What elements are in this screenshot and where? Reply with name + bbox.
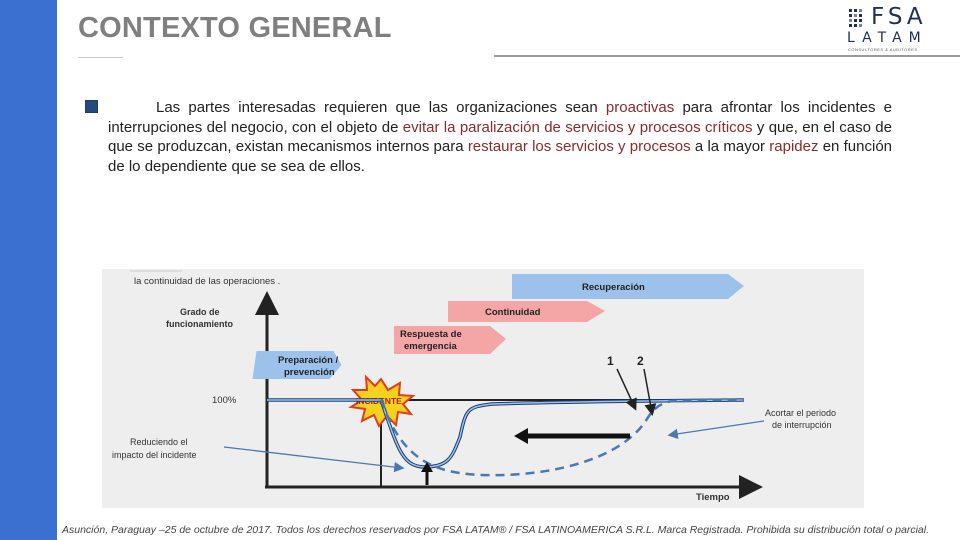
dot-grid-icon: [849, 9, 867, 27]
paragraph-text: Las partes interesadas requieren que las organizaciones sean: [156, 99, 606, 116]
right-note-2: de interrupción: [772, 420, 832, 430]
bullet-paragraph: [108, 98, 892, 176]
continuity-diagram: [102, 269, 864, 508]
slide-footer: Asunción, Paraguay –25 de octubre de 2017. Todos los derechos reservados por FSA LATAM® / FSA LATINOAMERICA S.R.L. Marca Registrada. Prohibida su distribución total o parcial.: [62, 524, 930, 536]
respuesta-label-1: Respuesta de: [400, 329, 462, 340]
square-bullet-icon: [85, 100, 98, 113]
paragraph-text: en función de lo dependiente que se sea de ellos.: [108, 138, 892, 175]
highlight-text: proactivas: [605, 99, 675, 116]
figure-caption: la continuidad de las operaciones .: [134, 276, 281, 287]
recuperacion-label: Recuperación: [582, 282, 645, 293]
highlight-text: evitar la paralización de servicios y procesos críticos: [402, 118, 753, 136]
curve-2-number: 2: [637, 354, 644, 368]
incident-label: INCIDENTE: [356, 396, 402, 406]
logo-region: LATAM: [847, 30, 928, 46]
paragraph-text: a la mayor: [690, 138, 770, 156]
logo-brand: FSA: [871, 4, 927, 30]
x-axis-label: Tiempo: [696, 492, 730, 503]
y-axis-label-2: funcionamiento: [166, 319, 233, 329]
highlight-text: rapidez: [769, 138, 819, 156]
fsa-latam-logo: [845, 6, 953, 54]
title-underline-right: [494, 55, 960, 57]
prep-label-1: Preparación /: [278, 355, 339, 366]
respuesta-label-2: emergencia: [404, 341, 457, 352]
continuidad-label: Continuidad: [485, 307, 541, 318]
logo-tagline: CONSULTORES & AUDITORES: [848, 47, 918, 52]
side-accent-bar: [0, 0, 57, 540]
right-note-1: Acortar el periodo: [765, 408, 837, 418]
slide-title: CONTEXTO GENERAL: [78, 12, 392, 44]
hundred-percent-label: 100%: [212, 395, 237, 406]
left-note-1: Reduciendo el: [130, 437, 188, 447]
curve-1-number: 1: [607, 354, 614, 368]
paragraph-text: para afrontar los incidentes e interrupciones del negocio, con el objeto de: [108, 99, 892, 136]
prep-label-2: prevención: [284, 367, 335, 378]
paragraph-text: y que, en el caso de que se produzcan, existan mecanismos internos para: [108, 118, 892, 156]
y-axis-label-1: Grado de: [180, 307, 220, 317]
title-underline-left: [78, 57, 123, 58]
highlight-text: restaurar los servicios y procesos: [467, 138, 691, 156]
left-note-2: impacto del incidente: [112, 450, 197, 460]
